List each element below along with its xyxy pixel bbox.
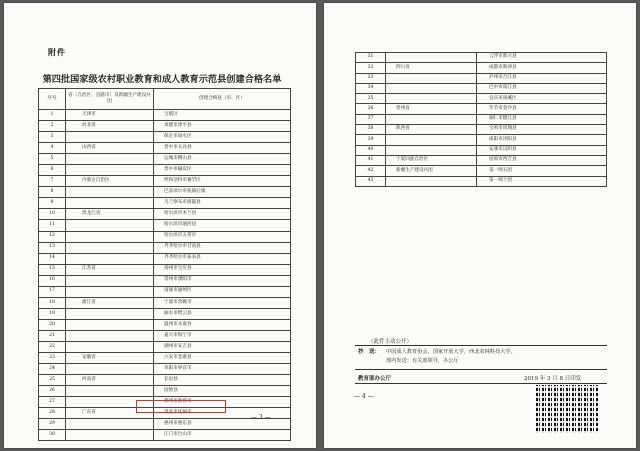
row-number: 40 [356,145,386,155]
county-cell: 常州市溧阳市 [154,275,291,286]
county-cell: 铜仁市德江县 [477,114,607,124]
document-page-3 [4,3,316,448]
table-row [39,308,291,319]
row-number: 13 [39,242,66,253]
row-number: 26 [39,386,66,397]
row-number: 11 [39,220,66,231]
county-cell: 泸州市合江县 [477,73,607,83]
row-number: 7 [39,176,66,187]
table-row [39,242,291,253]
province-cell [386,145,477,155]
province-cell [386,53,477,63]
province-cell [66,242,154,253]
province-cell [66,165,154,176]
province-cell [66,198,154,209]
row-number: 21 [39,330,66,341]
province-cell: 河北省 [66,121,154,132]
highlight-box [136,400,226,413]
county-cell: 宝坻区 [154,110,291,121]
row-number: 8 [39,187,66,198]
table-row [39,253,291,264]
row-number: 25 [39,375,66,386]
county-cell: 六安市金寨县 [154,353,291,364]
table-row [39,110,291,121]
header-county: 创建合格县（市、区） [154,89,291,110]
county-cell: 哈尔滨市五常市 [154,231,291,242]
table-row [39,364,291,375]
province-cell: 贵州省 [386,104,477,114]
province-cell [66,319,154,330]
row-number: 18 [39,297,66,308]
county-cell: 齐齐哈尔市泰来县 [154,253,291,264]
row-number: 3 [39,132,66,143]
province-cell [66,341,154,352]
table-row [356,53,607,63]
divider [355,369,607,370]
cc-label: 抄 送： [358,349,381,355]
header-province: 省（自治区、直辖市）及新疆生产建设兵团 [66,89,154,110]
row-number: 5 [39,154,66,165]
row-number: 41 [356,155,386,165]
table-row [39,231,291,242]
county-cell: 江门市台山市 [154,430,291,441]
row-number: 38 [356,125,386,135]
province-cell [386,135,477,145]
row-number: 39 [356,135,386,145]
province-cell [66,132,154,143]
table-row [39,319,291,330]
county-cell: 成都市新津县 [477,63,607,73]
province-cell: 浙江省 [66,297,154,308]
province-cell [386,176,477,186]
row-number: 30 [39,430,66,441]
table-row [356,145,607,155]
divider [355,345,607,346]
province-cell [66,154,154,165]
row-number: 15 [39,264,66,275]
province-cell: 天津市 [66,110,154,121]
row-number: 10 [39,209,66,220]
province-cell: 河南省 [66,375,154,386]
cc-recipients: 中国成人教育协会，国家开放大学，西北农林科技大学。 [386,349,516,355]
county-cell: 毕节市金沙县 [477,104,607,114]
county-cell: 第一师十团 [477,176,607,186]
province-cell: 江苏省 [66,264,154,275]
table-row [39,353,291,364]
row-number: 9 [39,198,66,209]
row-number: 24 [39,364,66,375]
province-cell: 宁夏回族自治区 [386,155,477,165]
province-cell [66,286,154,297]
county-cell: 巴中市南江县 [477,83,607,93]
province-cell [66,231,154,242]
row-number: 12 [39,231,66,242]
table-row [356,63,607,73]
county-cell: 晋中市太谷县 [154,143,291,154]
annex-label: 附件 [48,47,66,57]
province-cell: 广东省 [66,408,154,419]
province-cell: 黑龙江省 [66,209,154,220]
row-number: 42 [356,166,386,176]
county-cell: 咸阳市泾阳县 [477,135,607,145]
province-cell [386,83,477,93]
header-no: 序号 [39,89,66,110]
table-row [39,187,291,198]
province-cell: 新疆生产建设兵团 [386,166,477,176]
county-cell: 湖州市安吉县 [154,341,291,352]
table-row [356,94,607,104]
row-number: 36 [356,104,386,114]
public-release-note: （此件主动公开） [368,339,413,345]
table-row [39,264,291,275]
row-number: 31 [356,53,386,63]
county-cell: 哈尔滨市通河县 [154,220,291,231]
county-cell: 阜阳市界首市 [154,364,291,375]
issue-date: 2019 年 3 月 8 日印发 [524,376,582,382]
county-cell: 茂名市化州市 [154,408,291,419]
row-number: 34 [356,83,386,93]
county-list-table-continued [355,52,607,187]
page-number: — 3 — [251,414,271,421]
province-cell [66,308,154,319]
county-cell: 南通市通州区 [154,286,291,297]
table-row [39,330,291,341]
county-cell: 运城市稷山县 [154,154,291,165]
row-number: 32 [356,63,386,73]
table-row [39,132,291,143]
table-row [39,286,291,297]
row-number: 20 [39,319,66,330]
county-cell: 嘉兴市海宁市 [154,330,291,341]
row-number: 4 [39,143,66,154]
province-cell [66,419,154,430]
province-cell [66,220,154,231]
county-cell: 丽水市缙云县 [154,308,291,319]
county-cell: 晋中市榆次区 [154,165,291,176]
table-header-row [39,89,291,110]
province-cell: 内蒙古自治区 [66,176,154,187]
table-row [39,297,291,308]
divider [355,383,607,384]
county-cell: 固原市西吉县 [477,155,607,165]
county-cell: 宝鸡市凤翔县 [477,125,607,135]
table-row [356,83,607,93]
table-row [356,114,607,124]
province-cell [386,73,477,83]
county-cell: 扬州市宝应县 [154,264,291,275]
document-page-4 [324,3,636,448]
table-row [356,166,607,176]
county-cell: 哈尔滨市木兰县 [154,209,291,220]
province-cell: 四川省 [386,63,477,73]
table-row [39,220,291,231]
county-cell: 宁波市余姚市 [154,297,291,308]
county-cell: 乌兰察布市商都县 [154,198,291,209]
table-row [39,165,291,176]
table-row [356,104,607,114]
county-cell: 宜宾市南溪区 [477,94,607,104]
province-cell [66,430,154,441]
table-row [39,176,291,187]
province-cell: 安徽省 [66,353,154,364]
table-row [356,155,607,165]
table-row [356,125,607,135]
row-number: 23 [39,353,66,364]
county-cell: 郑州市新密市 [154,397,291,408]
barcode-image [536,385,598,433]
province-cell [386,94,477,104]
table-row [39,275,291,286]
table-row [356,176,607,186]
table-row [39,386,291,397]
county-cell: 保定市徐水区 [154,132,291,143]
row-number: 28 [39,408,66,419]
row-number: 19 [39,308,66,319]
county-cell: 云浮市新兴县 [477,53,607,63]
province-cell: 山西省 [66,143,154,154]
county-cell: 呼和浩特市赛罕区 [154,176,291,187]
row-number: 37 [356,114,386,124]
province-cell [66,187,154,198]
county-cell: 长垣县 [154,375,291,386]
page-number: — 4 — [354,393,374,400]
county-cell: 齐齐哈尔市甘南县 [154,242,291,253]
row-number: 2 [39,121,66,132]
row-number: 29 [39,419,66,430]
table-row [356,73,607,83]
row-number: 33 [356,73,386,83]
county-cell: 惠州市惠东县 [154,419,291,430]
table-row [39,209,291,220]
row-number: 43 [356,176,386,186]
county-cell: 温州市永嘉县 [154,319,291,330]
province-cell [66,253,154,264]
row-number: 35 [356,94,386,104]
row-number: 17 [39,286,66,297]
table-row [39,430,291,441]
row-number: 1 [39,110,66,121]
province-cell [66,364,154,375]
province-cell [66,275,154,286]
table-row [356,135,607,145]
province-cell [66,330,154,341]
county-list-table [38,88,291,441]
issuer: 教育部办公厅 [358,376,392,382]
county-cell: 固始县 [154,386,291,397]
table-row [39,341,291,352]
row-number: 16 [39,275,66,286]
internal-recipients: 部内发送：有关部领导，办公厅 [386,358,459,364]
county-cell: 巴彦淖尔市杭锦后旗 [154,187,291,198]
table-row [39,154,291,165]
county-cell: 安康市汉阴县 [477,145,607,155]
table-row [39,143,291,154]
document-title: 第四批国家级农村职业教育和成人教育示范县创建合格名单 [42,74,282,85]
province-cell: 陕西省 [386,125,477,135]
row-number: 22 [39,341,66,352]
province-cell [386,114,477,124]
table-row [39,198,291,209]
table-row [39,375,291,386]
county-cell: 承德市滦平县 [154,121,291,132]
province-cell [66,386,154,397]
row-number: 27 [39,397,66,408]
table-row [39,121,291,132]
row-number: 6 [39,165,66,176]
county-cell: 第一师五团 [477,166,607,176]
row-number: 14 [39,253,66,264]
